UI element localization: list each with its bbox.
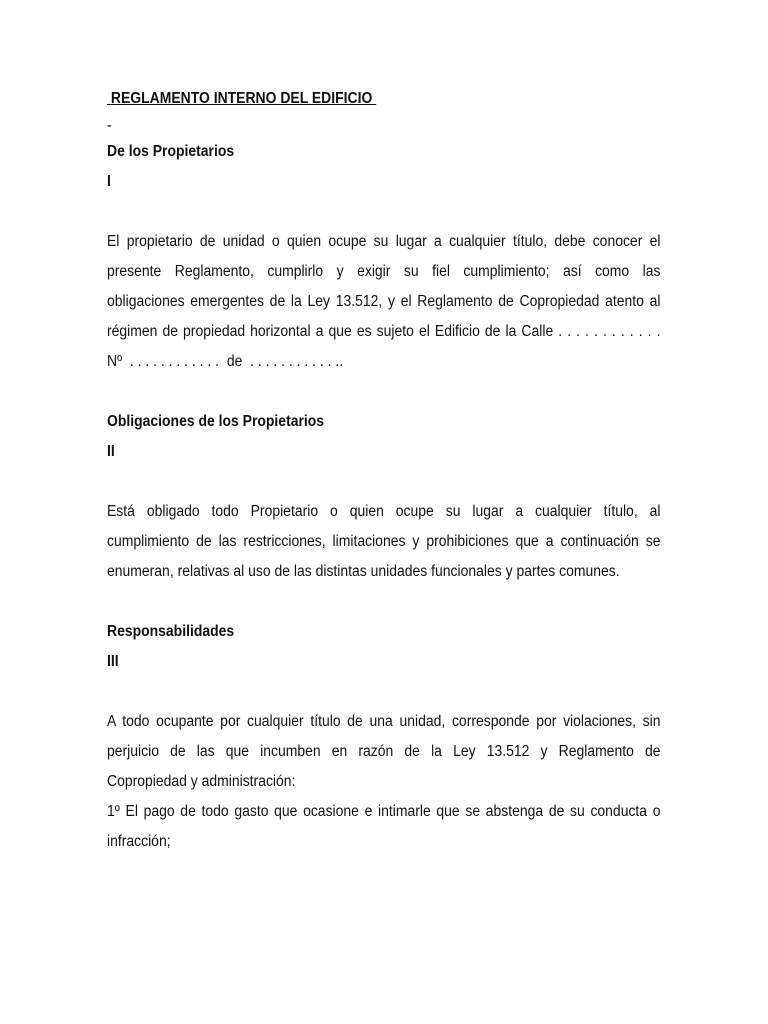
paragraph-line: A todo ocupante por cualquier título de una unidad, corresponde por violaciones, sin — [107, 713, 661, 730]
paragraph-line: presente Reglamento, cumplirlo y exigir su fiel cumplimiento; así como las — [107, 263, 661, 280]
paragraph-line: régimen de propiedad horizontal a que es sujeto el Edificio de la Calle . . . . . . . . . . . . — [107, 323, 661, 340]
paragraph-line: Copropiedad y administración: — [107, 773, 296, 790]
paragraph-line: Está obligado todo Propietario o quien ocupe su lugar a cualquier título, al — [107, 503, 661, 520]
section-body-obligaciones — [107, 497, 661, 587]
section-numeral-ii: II — [107, 443, 115, 460]
paragraph-line: perjuicio de las que incumben en razón de la Ley 13.512 y Reglamento de — [107, 743, 661, 760]
paragraph-line: Nº . . . . . . . . . . . . de . . . . . . . . . . . .. — [107, 353, 344, 370]
paragraph-line: 1º El pago de todo gasto que ocasione e intimarle que se abstenga de su conducta o — [107, 803, 661, 820]
spacer — [107, 677, 661, 707]
paragraph-line: El propietario de unidad o quien ocupe su lugar a cualquier título, debe conocer el — [107, 233, 661, 250]
section-numeral-i: I — [107, 173, 111, 190]
section-heading-responsabilidades: Responsabilidades — [107, 623, 235, 640]
section-heading-obligaciones: Obligaciones de los Propietarios — [107, 413, 325, 430]
paragraph-line: enumeran, relativas al uso de las distintas unidades funcionales y partes comunes. — [107, 563, 620, 580]
section-heading-propietarios: De los Propietarios — [107, 143, 235, 160]
spacer — [107, 377, 661, 407]
spacer — [107, 467, 661, 497]
spacer — [107, 197, 661, 227]
document-page — [107, 84, 661, 857]
section-body-responsabilidades — [107, 707, 661, 857]
spacer — [107, 587, 661, 617]
paragraph-line: infracción; — [107, 833, 171, 850]
paragraph-line: cumplimiento de las restricciones, limitaciones y prohibiciones que a continuación se — [107, 533, 661, 550]
paragraph-line: obligaciones emergentes de la Ley 13.512, y el Reglamento de Copropiedad atento al — [107, 293, 661, 310]
section-numeral-iii: III — [107, 653, 119, 670]
title-dash: - — [107, 117, 112, 134]
section-body-propietarios — [107, 227, 661, 377]
document-title: REGLAMENTO INTERNO DEL EDIFICIO — [107, 90, 377, 107]
